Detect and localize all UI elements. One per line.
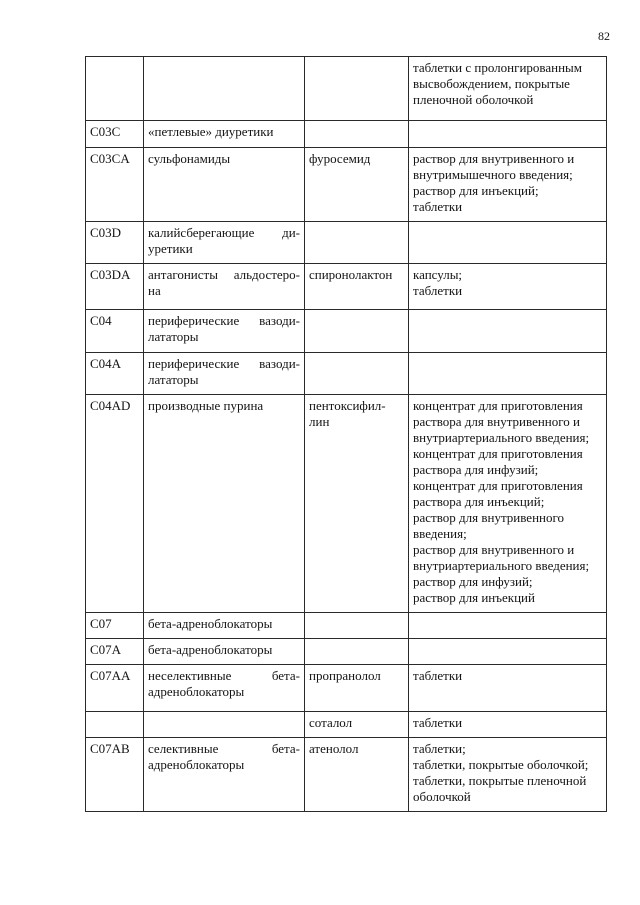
substance-cell: спиронолактон (305, 264, 409, 310)
group-name-cell: периферические вазоди- лататоры (144, 310, 305, 353)
dosage-forms-cell: таблетки; таблетки, покрытые оболочкой; таблетки, покрытые пленочной оболочкой (409, 738, 607, 812)
dosage-forms-cell: концентрат для приготовления раствора для внутривенного и внутриартериального введения; концентрат для приготовления раствора для инфузий; концентрат для приготовления раствора для инъекций; раствор для внутривенного введения; раствор для внутривенного и внутриартериального введения; раствор для инфузий; раствор для инъекций (409, 395, 607, 613)
atc-code-cell: C07AB (86, 738, 144, 812)
group-name-cell (144, 57, 305, 121)
table-row (86, 57, 607, 121)
dosage-forms-cell (409, 121, 607, 148)
atc-code-cell: C07 (86, 613, 144, 639)
atc-code-cell: C04 (86, 310, 144, 353)
dosage-forms-cell (409, 353, 607, 395)
atc-code-cell: C07A (86, 639, 144, 665)
group-name-cell: селективные бета- адреноблокаторы (144, 738, 305, 812)
group-name-cell: бета-адреноблокаторы (144, 613, 305, 639)
table-row (86, 310, 607, 353)
table-row (86, 639, 607, 665)
substance-cell (305, 353, 409, 395)
atc-code-cell: C04AD (86, 395, 144, 613)
substance-cell: атенолол (305, 738, 409, 812)
atc-code-cell (86, 57, 144, 121)
group-name-cell: антагонисты альдостеро- на (144, 264, 305, 310)
substance-cell (305, 613, 409, 639)
dosage-forms-cell (409, 222, 607, 264)
group-name-cell: бета-адреноблокаторы (144, 639, 305, 665)
dosage-forms-cell: таблетки (409, 665, 607, 712)
dosage-forms-cell (409, 639, 607, 665)
group-name-cell: сульфонамиды (144, 148, 305, 222)
group-name-cell (144, 712, 305, 738)
table-row (86, 121, 607, 148)
atc-code-cell: C07AA (86, 665, 144, 712)
substance-cell: соталол (305, 712, 409, 738)
substance-cell: пентоксифил- лин (305, 395, 409, 613)
substance-cell: пропранолол (305, 665, 409, 712)
dosage-forms-cell: таблетки (409, 712, 607, 738)
atc-code-cell: C03D (86, 222, 144, 264)
drug-table (85, 56, 607, 812)
table-row (86, 148, 607, 222)
dosage-forms-cell (409, 310, 607, 353)
table-row (86, 738, 607, 812)
dosage-forms-cell: капсулы; таблетки (409, 264, 607, 310)
table-row (86, 395, 607, 613)
table-row (86, 712, 607, 738)
dosage-forms-cell: таблетки с пролонгированным высвобождением, покрытые пленочной оболочкой (409, 57, 607, 121)
atc-code-cell: C04A (86, 353, 144, 395)
group-name-cell: калийсберегающие ди- уретики (144, 222, 305, 264)
table-row (86, 665, 607, 712)
atc-code-cell (86, 712, 144, 738)
table-row (86, 222, 607, 264)
atc-code-cell: C03CA (86, 148, 144, 222)
substance-cell (305, 57, 409, 121)
table-row (86, 264, 607, 310)
group-name-cell: «петлевые» диуретики (144, 121, 305, 148)
table-row (86, 613, 607, 639)
group-name-cell: неселективные бета- адреноблокаторы (144, 665, 305, 712)
group-name-cell: периферические вазоди- лататоры (144, 353, 305, 395)
substance-cell (305, 222, 409, 264)
substance-cell: фуросемид (305, 148, 409, 222)
substance-cell (305, 639, 409, 665)
substance-cell (305, 310, 409, 353)
table-row (86, 353, 607, 395)
dosage-forms-cell: раствор для внутривенного и внутримышечного введения; раствор для инъекций; таблетки (409, 148, 607, 222)
substance-cell (305, 121, 409, 148)
page-number: 82 (598, 29, 610, 43)
atc-code-cell: C03DA (86, 264, 144, 310)
group-name-cell: производные пурина (144, 395, 305, 613)
dosage-forms-cell (409, 613, 607, 639)
atc-code-cell: C03C (86, 121, 144, 148)
